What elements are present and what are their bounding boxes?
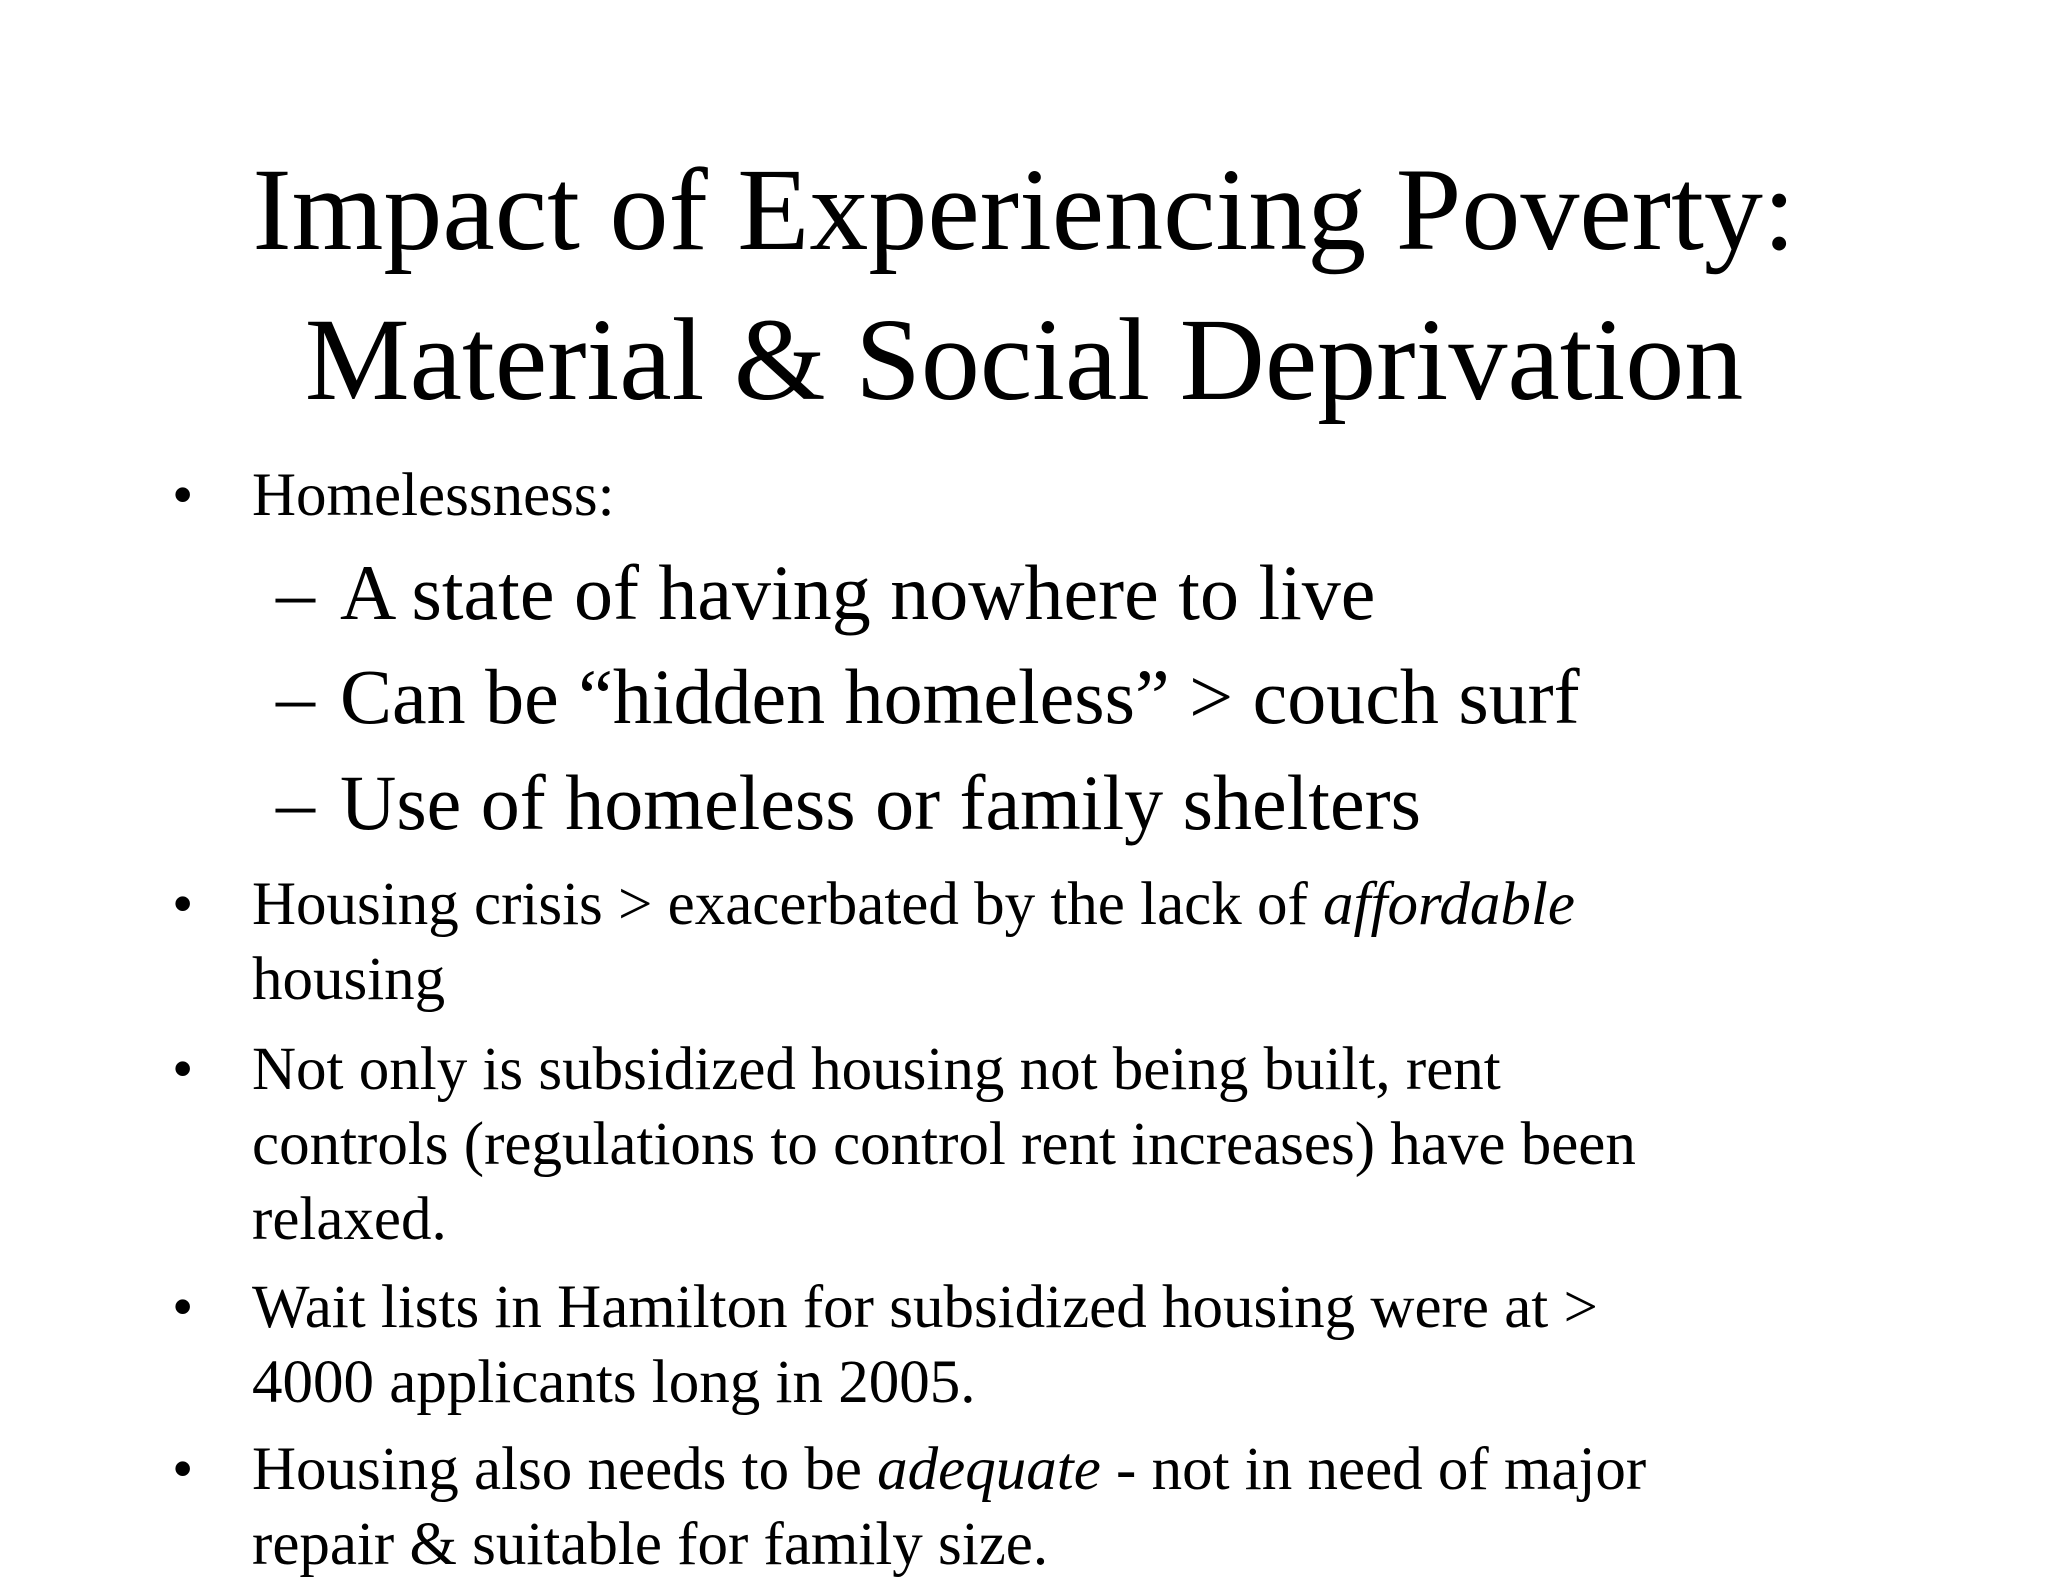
- bullet-dot: •: [172, 871, 194, 938]
- bullet-dot: •: [172, 462, 194, 529]
- bullet-dot: •: [172, 1436, 194, 1503]
- dash-glyph: –: [276, 549, 315, 636]
- bullet-text-line-3: relaxed.: [252, 1186, 447, 1253]
- bullet-dot: •: [172, 1036, 194, 1103]
- bullet-text-line-1: Not only is subsidized housing not being built, rent: [252, 1036, 1501, 1103]
- bullet-text-line-1: [252, 867, 1575, 942]
- bullet-dot: •: [172, 1274, 194, 1341]
- title-line-1: Impact of Experiencing Poverty:: [252, 144, 1796, 275]
- title-line-2: Material & Social Deprivation: [304, 294, 1744, 425]
- bullet-text-line-2: repair & suitable for family size.: [252, 1511, 1049, 1578]
- bullet-text: Homelessness:: [252, 462, 615, 529]
- bullet-text-line-1: [252, 1432, 1646, 1507]
- bullet-text-line-2: housing: [252, 946, 446, 1013]
- sub-bullet-text: Can be “hidden homeless” > couch surf: [340, 653, 1580, 740]
- slide-title: [0, 135, 2048, 435]
- sub-bullet-hidden-homeless: [276, 652, 1580, 742]
- bullet-text-line-1: Wait lists in Hamilton for subsidized housing were at >: [252, 1274, 1598, 1341]
- bullet-text-part: Housing also needs to be: [252, 1436, 878, 1503]
- emphasis-affordable: affordable: [1323, 871, 1575, 938]
- sub-bullet-nowhere-to-live: [276, 548, 1375, 638]
- bullet-text-line-2: controls (regulations to control rent increases) have been: [252, 1111, 1636, 1178]
- sub-bullet-shelters: [276, 758, 1421, 848]
- bullet-text-line-2: 4000 applicants long in 2005.: [252, 1349, 976, 1416]
- sub-bullet-text: Use of homeless or family shelters: [340, 759, 1421, 846]
- bullet-text-part: Housing crisis > exacerbated by the lack of: [252, 871, 1324, 938]
- dash-glyph: –: [276, 653, 315, 740]
- sub-bullet-text: A state of having nowhere to live: [340, 549, 1376, 636]
- bullet-text-part: - not in need of major: [1100, 1436, 1647, 1503]
- dash-glyph: –: [276, 759, 315, 846]
- emphasis-adequate: adequate: [877, 1436, 1101, 1503]
